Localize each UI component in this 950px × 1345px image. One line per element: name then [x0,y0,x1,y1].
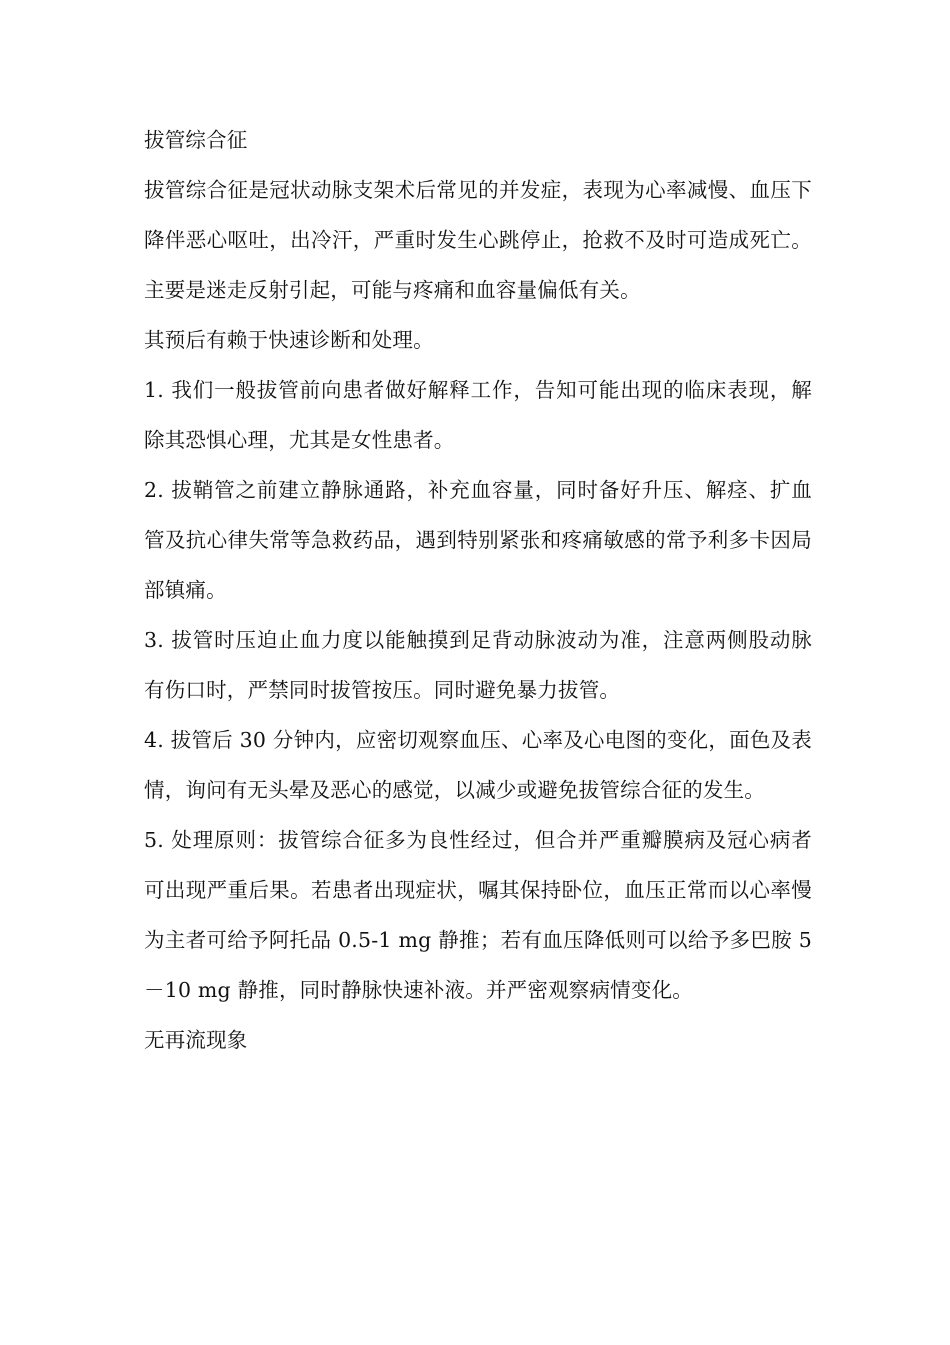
section-heading-no-reflow: 无再流现象 [144,1028,248,1052]
list-item-1: 1. 我们一般拔管前向患者做好解释工作，告知可能出现的临床表现，解除其恐惧心理，尤其是女性患者。 [144,378,812,452]
document-body [144,115,812,1065]
list-item-5: 5. 处理原则：拔管综合征多为良性经过，但合并严重瓣膜病及冠心病者可出现严重后果。若患者出现症状，嘱其保持卧位，血压正常而以心率慢为主者可给予阿托品 0.5-1 mg 静推；若有血压降低则可以给予多巴胺 5－10 mg 静推，同时静脉快速补液。并严密观察病情变化。 [144,828,812,1002]
list-item-3: 3. 拔管时压迫止血力度以能触摸到足背动脉波动为准，注意两侧股动脉有伤口时，严禁同时拔管按压。同时避免暴力拔管。 [144,628,812,702]
paragraph-prognosis: 其预后有赖于快速诊断和处理。 [144,328,434,352]
list-item-4: 4. 拔管后 30 分钟内，应密切观察血压、心率及心电图的变化，面色及表情，询问有无头晕及恶心的感觉，以减少或避免拔管综合征的发生。 [144,728,812,802]
list-item-2: 2. 拔鞘管之前建立静脉通路，补充血容量，同时备好升压、解痉、扩血管及抗心律失常等急救药品，遇到特别紧张和疼痛敏感的常予利多卡因局部镇痛。 [144,478,812,602]
section-heading-extubation-syndrome: 拔管综合征 [144,128,248,152]
paragraph-definition: 拔管综合征是冠状动脉支架术后常见的并发症，表现为心率减慢、血压下降伴恶心呕吐，出冷汗，严重时发生心跳停止，抢救不及时可造成死亡。主要是迷走反射引起，可能与疼痛和血容量偏低有关。 [144,178,812,302]
